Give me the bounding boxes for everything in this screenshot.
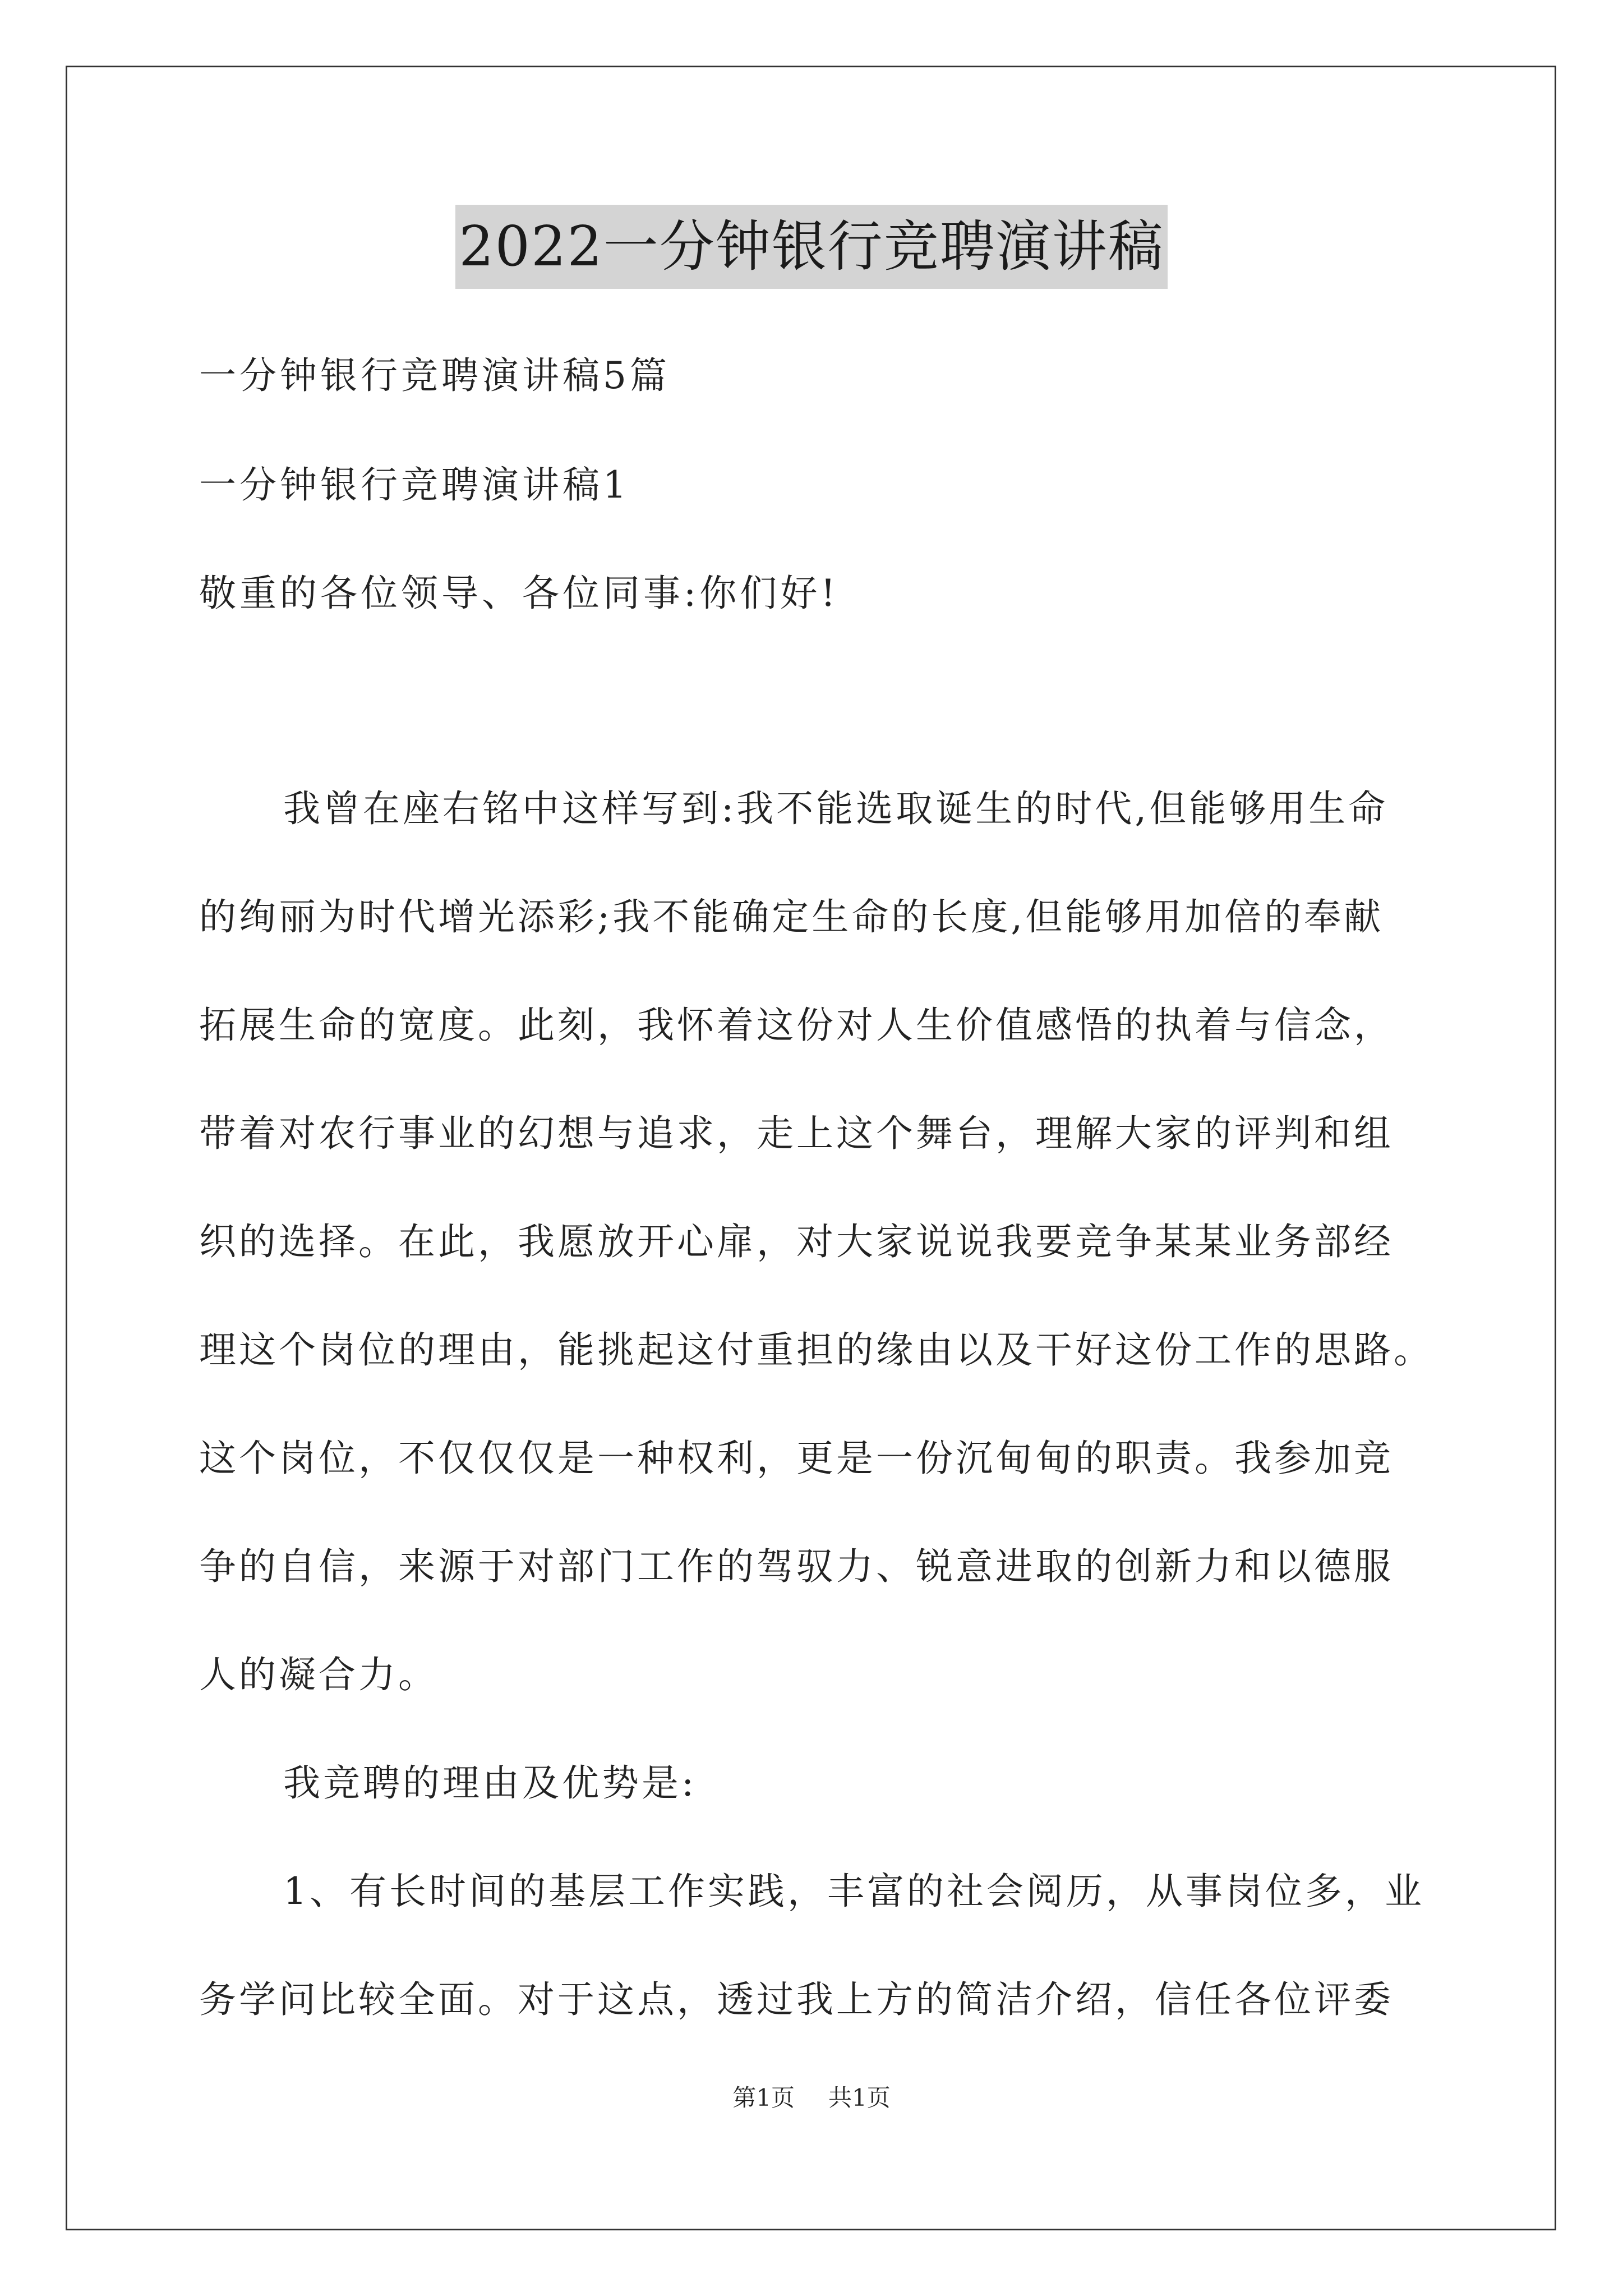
paragraph1-line-2: 的绚丽为时代增光添彩;我不能确定生命的长度,但能够用加倍的奉献 bbox=[199, 895, 1384, 938]
paragraph1-line-7: 这个岗位，不仅仅仅是一种权利，更是一份沉甸甸的职责。我参加竞 bbox=[199, 1437, 1394, 1480]
section-heading: 一分钟银行竞聘演讲稿1 bbox=[199, 463, 630, 507]
document-title: 2022一分钟银行竞聘演讲稿 bbox=[455, 205, 1167, 289]
paragraph3-line-2: 务学问比较全面。对于这点，透过我上方的简洁介绍，信任各位评委 bbox=[199, 1978, 1394, 2021]
page-footer bbox=[0, 2081, 1623, 2115]
paragraph1-line-5: 织的选择。在此，我愿放开心扉，对大家说说我要竞争某某业务部经 bbox=[199, 1220, 1394, 1263]
subtitle: 一分钟银行竞聘演讲稿5篇 bbox=[199, 354, 670, 397]
greeting: 敬重的各位领导、各位同事:你们好! bbox=[199, 572, 839, 615]
paragraph2: 我竞聘的理由及优势是: bbox=[283, 1761, 697, 1805]
paragraph1-line-9: 人的凝合力。 bbox=[199, 1653, 438, 1696]
paragraph1-line-3: 拓展生命的宽度。此刻，我怀着这份对人生价值感悟的执着与信念， bbox=[199, 1004, 1394, 1047]
page-total: 共1页 bbox=[828, 2084, 891, 2111]
paragraph3-line-1: 1、有长时间的基层工作实践，丰富的社会阅历，从事岗位多，业 bbox=[283, 1870, 1424, 1913]
title-container bbox=[0, 205, 1623, 289]
paragraph1-line-8: 争的自信，来源于对部门工作的驾驭力、锐意进取的创新力和以德服 bbox=[199, 1545, 1394, 1588]
paragraph1-line-4: 带着对农行事业的幻想与追求，走上这个舞台，理解大家的评判和组 bbox=[199, 1112, 1394, 1155]
paragraph1-line-6: 理这个岗位的理由，能挑起这付重担的缘由以及干好这份工作的思路。 bbox=[199, 1328, 1433, 1372]
paragraph1-line-1: 我曾在座右铭中这样写到:我不能选取诞生的时代,但能够用生命 bbox=[283, 787, 1389, 830]
page-number: 第1页 bbox=[732, 2084, 795, 2111]
